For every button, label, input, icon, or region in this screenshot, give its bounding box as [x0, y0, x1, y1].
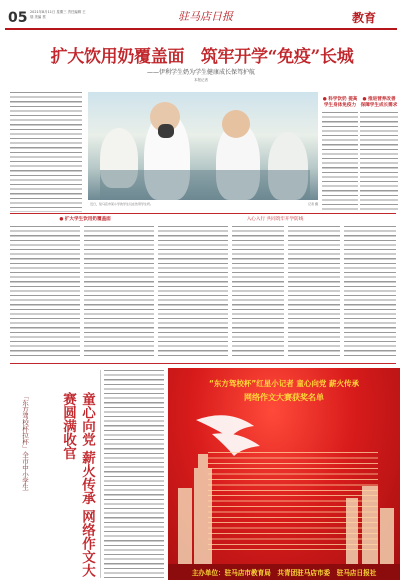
vertical-title: 童心向党 薪火传承 网络作文大赛圆满收官 — [60, 392, 95, 577]
poster-subtitle: 网络作文大赛获奖名单 — [244, 393, 324, 402]
subhead-2: ● 推进营养改善 保障学生成长需求 — [360, 97, 398, 108]
section-label: 教育 — [352, 11, 377, 25]
article-photo — [88, 92, 318, 200]
photo-credit: 记者 摄 — [308, 202, 318, 206]
main-headline: 扩大饮用奶覆盖面 筑牢开学“免疫”长城 — [50, 47, 354, 67]
subhead-1: ● 科学饮奶 提高学生身体免疫力 — [322, 97, 358, 108]
article-body-col-6 — [344, 226, 396, 358]
article-body-left — [10, 92, 82, 212]
vertical-subtitle: 「东方驾校杯拉杯」全市中小学生 — [21, 393, 29, 491]
article-body-col-a — [322, 112, 358, 212]
dove-icon — [196, 415, 260, 456]
poster-title: “东方驾校杯”红星小记者 童心向党 薪火传承 — [208, 379, 360, 388]
section-divider-2 — [10, 363, 396, 364]
article-body-col-5 — [288, 226, 340, 358]
award-poster — [168, 368, 400, 580]
article-body-col-3 — [158, 226, 228, 358]
section-divider — [10, 213, 396, 214]
column-rule — [100, 370, 101, 578]
page-number: 05 — [8, 10, 28, 26]
winners-list — [208, 452, 378, 552]
byline: 本报记者 — [194, 78, 208, 82]
article-body-col-1 — [10, 226, 80, 358]
poster-hosts: 主办单位：驻马店市教育局 共青团驻马店市委 驻马店日报社 — [191, 569, 377, 577]
article-body-col-2 — [84, 226, 154, 358]
dateline: 2021年8月11日 星期三 责任编辑 王瑞 美编 蔡 — [30, 10, 86, 19]
subhead-3: ● 扩大学生饮用奶覆盖面 — [59, 217, 111, 222]
subhead-4: 入心入行 共同筑牢开学防线 — [246, 217, 304, 222]
article-body-col-b — [360, 112, 398, 212]
article-body-col-4 — [232, 226, 284, 358]
header-rule — [5, 28, 397, 30]
main-subheadline: ——伊利学生奶为学生健康成长保驾护航 — [146, 69, 255, 76]
vertical-article-body — [104, 370, 164, 578]
masthead-logo: 驻马店日报 — [178, 10, 233, 23]
photo-caption: 近日，驻马店市某小学的学生们在饮用学生奶。 — [90, 202, 154, 206]
